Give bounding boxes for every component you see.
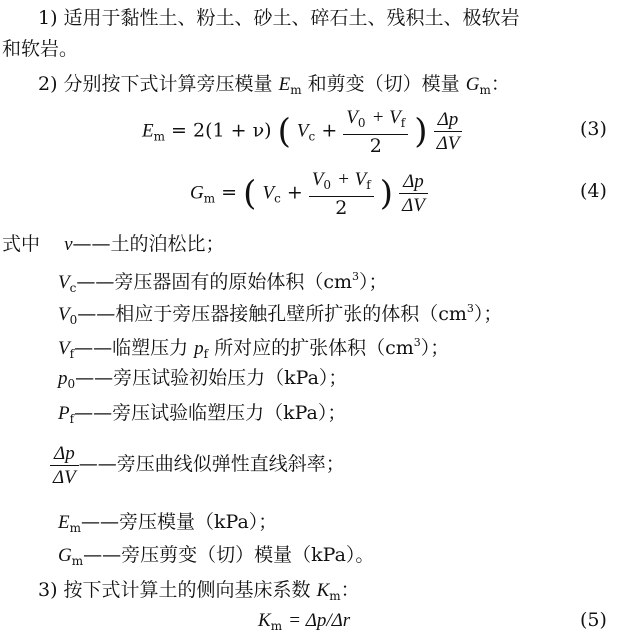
item2-suffix: ： — [490, 73, 510, 95]
eq3-right-paren: ) — [414, 111, 428, 152]
eq3-lhs: E — [142, 120, 154, 142]
where-v0-text: ——相应于旁压器接触孔壁所扩张的体积（cm — [77, 303, 467, 325]
eq4-vc: V — [262, 182, 275, 204]
item2-E-sub: m — [290, 83, 302, 97]
eq3-fraction-num — [343, 106, 408, 135]
where-label: 式中 — [2, 233, 41, 255]
where-slope-line — [50, 440, 345, 489]
item3-K: K — [316, 580, 330, 601]
item3-K-sub: m — [329, 589, 341, 603]
equation-3 — [142, 106, 462, 161]
where-vf-sub: f — [69, 347, 75, 361]
where-vf-text1: ——临塑压力 — [74, 337, 189, 359]
eq4-lhs: G — [190, 182, 204, 204]
eq4-dv: ΔV — [402, 195, 425, 216]
eq3-plus: + — [321, 119, 338, 142]
where-em-text: ——旁压模量（kPa）； — [81, 511, 278, 533]
where-vc-text: ——旁压器固有的原始体积（cm — [76, 271, 353, 293]
equation-4 — [190, 168, 428, 223]
where-slope-text: ——旁压曲线似弹性直线斜率； — [78, 453, 345, 475]
where-em-line — [58, 510, 277, 540]
eq4-num-plus-vf: + V — [337, 169, 367, 190]
where-v0-end: ）； — [473, 303, 503, 325]
where-gm-text: ——旁压剪变（切）模量（kPa）。 — [83, 544, 375, 566]
where-nu-line — [2, 232, 225, 257]
eq4-right-paren: ) — [379, 173, 394, 214]
item3-prefix: 3) 按下式计算土的侧向基床系数 — [38, 579, 311, 601]
eq3-slope — [434, 108, 463, 155]
eq4-dp: Δp — [403, 171, 424, 192]
where-p0-line — [58, 366, 347, 396]
where-vc-sup: 3 — [352, 270, 360, 283]
eq4-left-paren: ( — [243, 173, 257, 214]
where-em-var: E — [58, 512, 70, 533]
eq5-rhs: = Δp/Δr — [288, 610, 351, 631]
where-v0-var: V — [58, 304, 70, 325]
item2-line — [38, 72, 510, 102]
where-vf-line — [58, 331, 449, 366]
eq4-equals: = — [221, 181, 238, 204]
eq4-num-v0: V — [311, 169, 324, 190]
eq3-left-paren: ( — [277, 111, 291, 152]
eq4-slope — [399, 170, 428, 217]
eq4-plus: + — [286, 181, 303, 204]
eq5-lhs: K — [258, 610, 271, 631]
eq3-num-plus-vf: + V — [371, 107, 401, 128]
where-pf-line — [58, 401, 346, 431]
where-vf-end: ）； — [420, 337, 450, 359]
where-vc-end: ）； — [359, 271, 388, 293]
where-vf-text2: 所对应的扩张体积（cm — [214, 337, 414, 359]
where-em-sub: m — [69, 521, 81, 535]
eq3-num-subf: f — [400, 116, 406, 130]
eq3-num-v0: V — [346, 107, 358, 128]
where-gm-sub: m — [71, 554, 84, 568]
item3-suffix: ： — [340, 579, 360, 601]
where-slope-num: Δp — [54, 442, 75, 464]
where-vf-var: V — [58, 338, 70, 359]
where-v0-line — [58, 297, 502, 332]
where-p0-text: ——旁压试验初始压力（kPa）； — [75, 367, 348, 389]
eq4-lhs-sub: m — [203, 191, 216, 206]
where-slope-fraction — [50, 442, 79, 489]
where-pf-var: P — [58, 403, 70, 424]
where-v0-sub: 0 — [69, 313, 78, 327]
where-nu: ν — [64, 234, 73, 255]
eq3-dp: Δp — [437, 109, 459, 130]
eq3-fraction-den: 2 — [369, 135, 382, 157]
where-vc-sub: c — [69, 281, 77, 295]
where-vf-psub: f — [203, 347, 209, 361]
eq4-vc-sub: c — [274, 191, 281, 206]
eq4-fraction-num — [309, 168, 374, 197]
where-v0-sup: 3 — [466, 302, 474, 315]
where-gm-line — [58, 543, 374, 573]
eq5-lhs-sub: m — [270, 619, 283, 633]
where-pf-sub: f — [69, 412, 75, 426]
eq4-num-subf: f — [366, 178, 371, 192]
item2-prefix: 2) 分别按下式计算旁压模量 — [38, 73, 273, 95]
item2-G-sub: m — [479, 83, 491, 97]
eq4-num-sub0: 0 — [323, 178, 332, 192]
where-gm-var: G — [58, 545, 72, 566]
eq4-fraction-den: 2 — [335, 197, 348, 219]
eq3-lhs-sub: m — [153, 129, 165, 144]
eq3-vc-sub: c — [308, 129, 316, 144]
eq4-number: (4) — [580, 180, 607, 202]
item1-line1: 1) 适用于黏性土、粉土、砂土、碎石土、残积土、极软岩 — [38, 7, 520, 29]
where-vc-var: V — [58, 272, 70, 293]
eq3-equals-factor: = 2(1 + ν) — [171, 119, 272, 142]
eq3-dv: ΔV — [436, 133, 460, 154]
eq5-number: (5) — [580, 609, 607, 631]
where-p0-sub: 0 — [67, 377, 76, 391]
where-vf-p: p — [194, 338, 204, 359]
where-slope-den: ΔV — [53, 466, 76, 488]
eq3-vc: V — [296, 120, 309, 142]
eq3-number: (3) — [580, 118, 607, 140]
where-p0-var: p — [58, 368, 68, 389]
eq3-num-sub0: 0 — [357, 116, 366, 130]
eq4-fraction — [309, 168, 374, 219]
item3-line — [38, 578, 360, 608]
item1-line2: 和软岩。 — [2, 38, 79, 60]
where-nu-text: ——土的泊松比； — [72, 233, 225, 255]
item2-G: G — [465, 74, 480, 95]
item2-mid: 和剪变（切）模量 — [307, 73, 460, 95]
where-pf-text: ——旁压试验临塑压力（kPa）； — [74, 402, 347, 424]
item2-E: E — [278, 74, 291, 95]
eq3-fraction — [343, 106, 408, 157]
where-vc-line — [58, 265, 388, 300]
where-vf-sup: 3 — [413, 336, 421, 349]
